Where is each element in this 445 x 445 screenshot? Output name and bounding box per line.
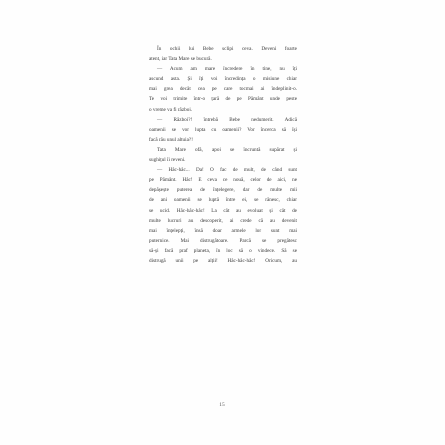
text-line: să-și facă praf planeta, în loc să o vindece. Să se (149, 247, 297, 254)
text-line: În ochii lui Bebe sclipi ceva. Deveni foarte (157, 46, 297, 52)
text-line: oamenii se vor lupta cu oamenii? Vor încerca să își (149, 126, 297, 133)
text-line: mai înțelepți, însă doar armele lor sunt mai (149, 227, 297, 234)
text-line: — Război?! întrebă Bebe nedumerit. Adică (157, 116, 297, 123)
text-line: facă rău unul altuia?! (149, 136, 193, 143)
text-line: sughițul îi reveni. (149, 157, 186, 164)
text-line: de ani oamenii se luptă între ei, se rănesc, chiar (149, 197, 297, 204)
text-line: multe lucruri au descoperit, ai crede că au devenit (149, 217, 297, 224)
text-line: — Acum am mare încredere în tine, nu îți (157, 66, 297, 73)
text-line: — Hâc-hâc... Da! O fac de mult, de când sunt (157, 167, 297, 174)
text-line: puternice. Mai distrugătoare. Parcă se pregătesc (149, 237, 297, 244)
text-line: Te voi trimite într-o țară de pe Pământ unde peste (149, 96, 297, 103)
text-line: atent, iar Tata Mare se bucură. (149, 56, 212, 63)
text-line: mai grea decât cea pe care tocmai ai îndeplinit-o. (149, 86, 297, 93)
text-line: o vreme va fi război. (149, 106, 193, 113)
text-line: depășește puterea de înțelegere, dar de multe mii (149, 187, 297, 194)
body-text (149, 44, 297, 266)
text-line: pe Pământ. Hâc! E ceva ce nouă, celor de aici, ne (149, 177, 297, 184)
text-line: ascund asta. Și îți voi încredința o misiune chiar (149, 76, 297, 83)
text-line: se ucid. Hâc-hâc-hâc! La cât au evoluat și cât de (149, 207, 297, 214)
page-number: 15 (219, 402, 225, 408)
text-line: distrugă unii pe alții! Hâc-hâc-hâc! Oricum, au (149, 257, 297, 264)
text-line: Tata Mare ofă, apoi se încruntă supărat și (157, 146, 297, 153)
